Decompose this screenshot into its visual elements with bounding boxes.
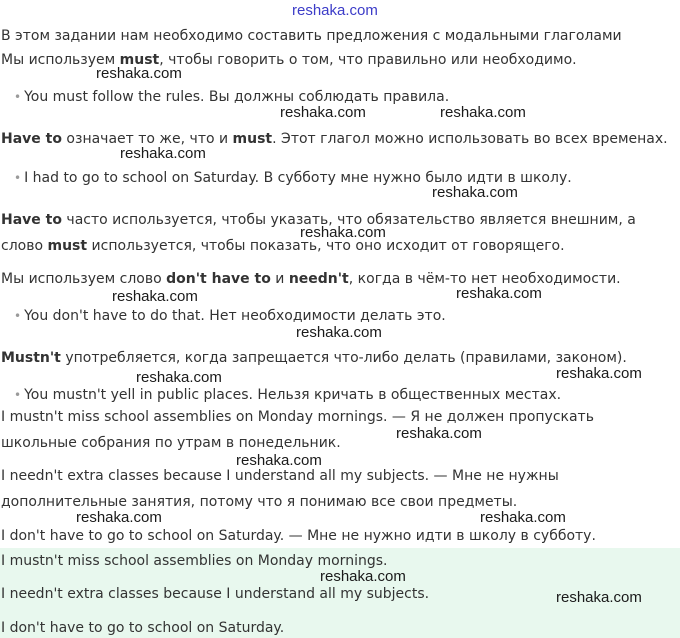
translation-2-line-1: I needn't extra classes because I understand all my subjects. — Мне не нужны [1,468,559,484]
translation-3: I don't have to go to school on Saturday. — Мне не нужно идти в школу в субботу. [1,528,596,544]
watermark: reshaka.com [136,369,222,386]
watermark: reshaka.com [236,452,322,469]
must-term: must [47,238,88,254]
answer-2: I needn't extra classes because I understand all my subjects. [1,586,430,602]
translation-1-line-2: школьные собрания по утрам в понедельник. [1,435,341,451]
dont-have-to-term: don't have to [166,271,271,287]
bullet-dot-icon: • [14,309,22,323]
watermark: reshaka.com [76,509,162,526]
external-obligation-line-1: Have to часто используется, чтобы указать, что обязательство является внешним, а [1,212,636,228]
mustnt-term: Mustn't [1,350,61,366]
watermark: reshaka.com [120,145,206,162]
have-to-term: Have to [1,131,62,147]
watermark: reshaka.com [440,104,526,121]
answer-3: I don't have to go to school on Saturday. [1,620,285,636]
watermark: reshaka.com [96,65,182,82]
neednt-term: needn't [288,271,349,287]
watermark-top: reshaka.com [292,2,378,19]
bullet-dot-icon: • [14,388,22,402]
must-paragraph: Мы используем must, чтобы говорить о том, что правильно или необходимо. [1,52,577,68]
answer-1: I mustn't miss school assemblies on Monday mornings. [1,553,388,569]
bullet-dot-icon: • [14,171,22,185]
example-bullet-dont-have-to: • You don't have to do that. Нет необходимости делать это. [14,308,446,324]
watermark: reshaka.com [280,104,366,121]
have-to-term: Have to [1,212,62,228]
watermark: reshaka.com [556,365,642,382]
mustnt-paragraph: Mustn't употребляется, когда запрещается что-либо делать (правилами, законом). [1,350,627,366]
must-term: must [119,52,160,68]
example-bullet-mustnt: • You mustn't yell in public places. Нельзя кричать в общественных местах. [14,387,562,403]
have-to-paragraph: Have to означает то же, что и must. Этот глагол можно использовать во всех временах. [1,131,668,147]
watermark: reshaka.com [396,425,482,442]
intro-paragraph: В этом задании нам необходимо составить предложения с модальными глаголами [1,28,622,44]
watermark: reshaka.com [556,589,642,606]
bullet-dot-icon: • [14,90,22,104]
example-bullet-have-to: • I had to go to school on Saturday. В субботу мне нужно было идти в школу. [14,170,572,186]
translation-1-line-1: I mustn't miss school assemblies on Monday mornings. — Я не должен пропускать [1,409,594,425]
watermark: reshaka.com [432,184,518,201]
watermark: reshaka.com [112,288,198,305]
example-bullet-must: • You must follow the rules. Вы должны соблюдать правила. [14,89,450,105]
watermark: reshaka.com [456,285,542,302]
translation-2-line-2: дополнительные занятия, потому что я понимаю все свои предметы. [1,494,518,510]
watermark: reshaka.com [320,568,406,585]
external-obligation-line-2: слово must используется, чтобы показать, что оно исходит от говорящего. [1,238,565,254]
no-necessity-paragraph: Мы используем слово don't have to и needn't, когда в чём-то нет необходимости. [1,271,621,287]
must-term: must [232,131,273,147]
watermark: reshaka.com [296,324,382,341]
watermark: reshaka.com [300,224,386,241]
watermark: reshaka.com [480,509,566,526]
